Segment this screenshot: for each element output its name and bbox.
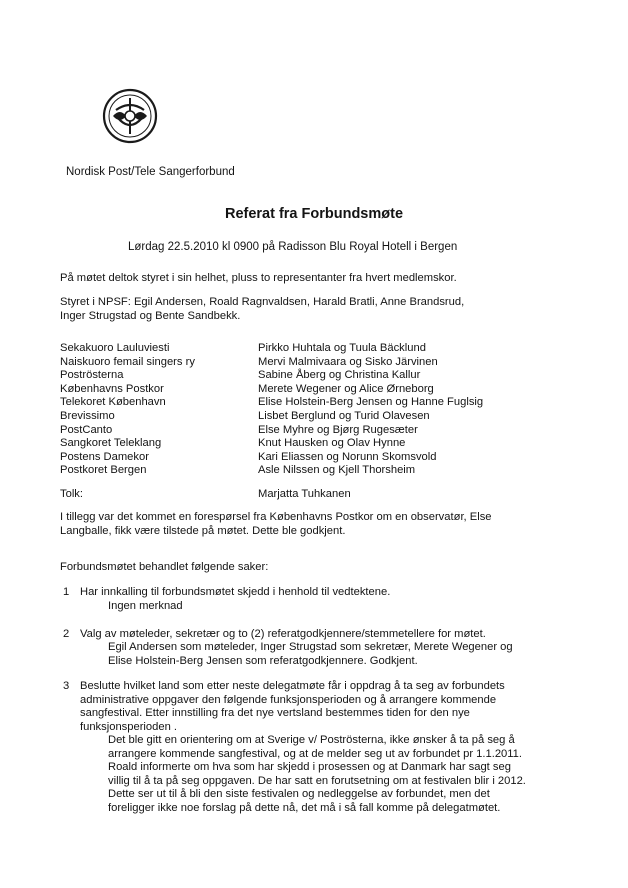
choir-representatives: Else Myhre og Bjørg Rugesæter [258,423,418,436]
choir-representatives: Asle Nilssen og Kjell Thorsheim [258,464,416,477]
paragraph-line: Valg av møteleder, sekretær og to (2) referatgodkjennere/stemmetellere for møtet. [80,628,486,640]
paragraph-line: I tillegg var det kommet en forespørsel fra Københavns Postkor om en observatør, Else [60,511,492,523]
choir-representatives: Merete Wegener og Alice Ørneborg [258,382,434,395]
agenda-item-text [80,586,390,600]
choir-name: Telekoret København [60,396,166,409]
choir-representatives: Elise Holstein-Berg Jensen og Hanne Fuglsig [258,396,484,409]
paragraph-line: Har innkalling til forbundsmøtet skjedd i henhold til vedtektene. [80,586,391,598]
paragraph-line: Beslutte hvilket land som etter neste delegatmøte får i oppdrag å ta seg av forbundets [80,680,505,692]
choir-name: PostCanto [60,423,113,436]
agenda-item-number: 3 [63,680,70,692]
choir-name: Poströsterna [60,369,124,382]
attendance-text: På møtet deltok styret i sin helhet, pluss to representanter fra hvert medlemskor. [60,272,457,284]
paragraph-line: funksjonsperioden . [80,720,178,733]
choir-name: Sekakuoro Lauluviesti [60,342,170,354]
meeting-date-line: Lørdag 22.5.2010 kl 0900 på Radisson Blu Royal Hotell i Bergen [128,241,458,253]
board-members [60,296,464,323]
choir-name: Postens Damekor [60,450,149,463]
paragraph-line: Dette ser ut til å bli den siste festivalen og nedleggelse av forbundet, men det [108,788,490,800]
paragraph-line: administrative oppgaver den følgende funksjonsperioden og å arrangere kommende [80,693,497,706]
paragraph-line: foreligger ikke noe forslag på dette nå, det må i så fall komme på delegatmøtet. [108,801,501,814]
choir-representatives: Lisbet Berglund og Turid Olavesen [258,409,430,422]
agenda-item-number: 2 [63,628,70,640]
choir-representatives: Knut Hausken og Olav Hynne [258,437,406,450]
agenda-item-text [80,628,486,642]
paragraph-line: Roald informerte om hva som har skjedd i prosessen og at Danmark har sagt seg [108,761,511,773]
choir-name: Postkoret Bergen [60,464,147,477]
interpreter-name: Marjatta Tuhkanen [258,488,351,500]
choir-representatives: Mervi Malmivaara og Sisko Järvinen [258,355,438,368]
choir-name: Sangkoret Teleklang [60,437,162,450]
choir-name: Brevissimo [60,409,115,422]
board-line: Styret i NPSF: Egil Andersen, Roald Ragnvaldsen, Harald Bratli, Anne Brandsrud, [60,296,465,308]
choir-name: Naiskuoro femail singers ry [60,355,195,368]
paragraph-line: Egil Andersen som møteleder, Inger Strugstad som sekretær, Merete Wegener og [108,641,513,653]
agenda-item-response [108,641,513,668]
agenda-item-response [108,600,183,614]
board-line: Inger Strugstad og Bente Sandbekk. [60,309,241,322]
agenda-intro: Forbundsmøtet behandlet følgende saker: [60,561,269,573]
choir-representatives: Sabine Åberg og Christina Kallur [258,369,421,382]
paragraph-line: Elise Holstein-Berg Jensen som referatgodkjennere. Godkjent. [108,654,418,667]
document-title: Referat fra Forbundsmøte [224,206,404,222]
paragraph-line: arrangere kommende sangfestival, og at de melder seg ut av forbundet pr 1.1.2011. [108,747,522,760]
agenda-item-response [108,734,526,815]
choir-representatives: Kari Eliassen og Norunn Skomsvold [258,450,437,463]
choir-name: Københavns Postkor [60,382,164,395]
post-horn-emblem-icon [102,88,158,144]
agenda-item-text [80,680,505,734]
paragraph-line: villig til å ta på seg oppgaven. De har satt en forutsetning om at festivalen blir i 2012. [108,774,526,787]
interpreter-label: Tolk: [60,488,84,500]
paragraph-line: Det ble gitt en orientering om at Sverige v/ Poströsterna, ikke ønsker å ta på seg å [108,734,515,746]
agenda-item-number: 1 [63,586,70,598]
paragraph-line: Ingen merknad [108,600,183,612]
choir-representatives: Pirkko Huhtala og Tuula Bäcklund [258,342,426,354]
observer-paragraph [60,511,492,538]
paragraph-line: Langballe, fikk være tilstede på møtet. Dette ble godkjent. [60,524,346,537]
organization-name: Nordisk Post/Tele Sangerforbund [66,166,235,178]
paragraph-line: sangfestival. Etter innstilling fra det nye vertsland bestemmes tiden for den nye [80,707,470,719]
